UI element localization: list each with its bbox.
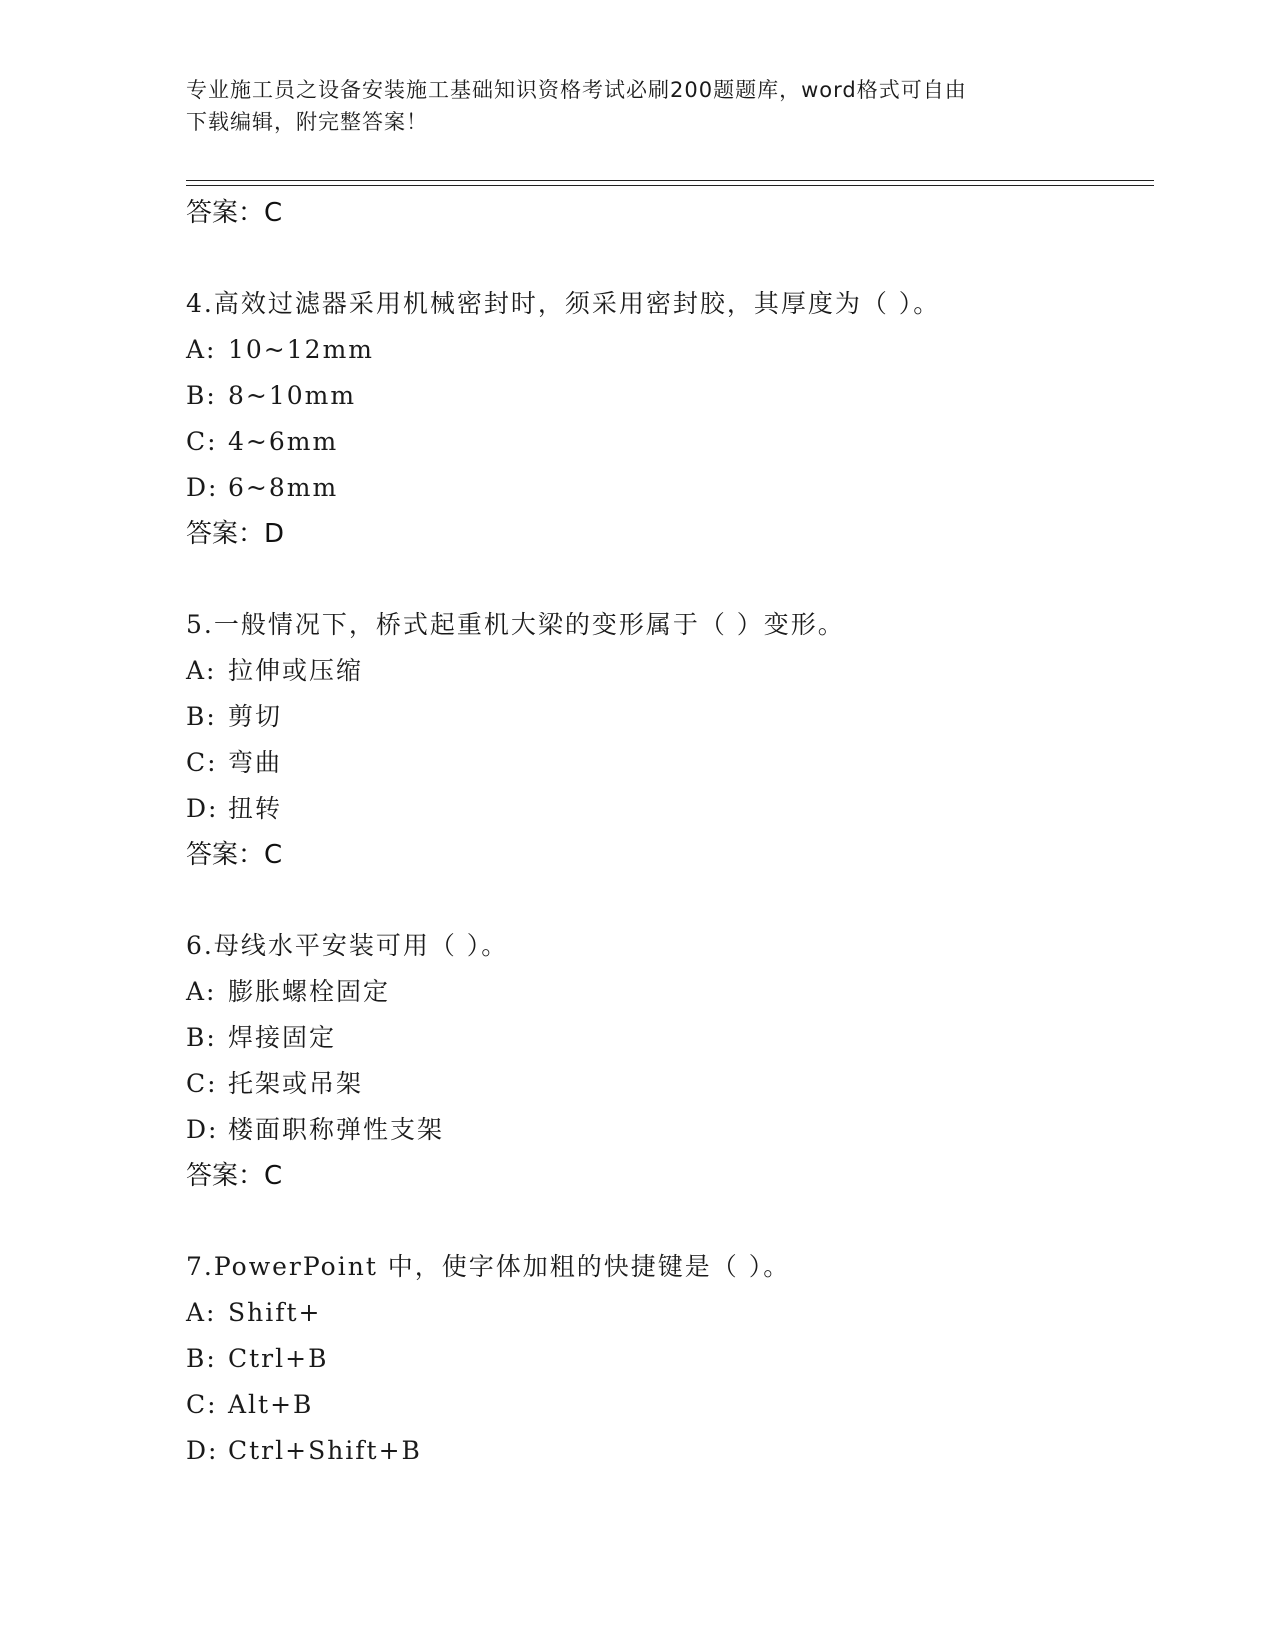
option-b — [186, 1336, 1154, 1382]
question-stem: 5.一般情况下，桥式起重机大梁的变形属于（ ）变形。 — [186, 610, 845, 639]
option-d — [186, 1428, 1154, 1474]
option-b — [186, 694, 1154, 740]
question-stem: 7.PowerPoint 中，使字体加粗的快捷键是（ ）。 — [186, 1252, 791, 1281]
option-a — [186, 648, 1154, 694]
option-key: B: — [186, 702, 217, 731]
option-d — [186, 786, 1154, 832]
question-list — [186, 190, 1154, 1474]
previous-answer: 答案：C — [186, 198, 283, 228]
option-text: 扭转 — [228, 794, 283, 823]
option-text: Shift+ — [228, 1298, 322, 1327]
question-block — [186, 602, 1154, 878]
header-line-2: 下载编辑，附完整答案！ — [186, 110, 428, 134]
option-key: A: — [186, 977, 217, 1006]
option-a — [186, 327, 1154, 373]
option-text: 10~12mm — [228, 335, 374, 364]
option-text: 拉伸或压缩 — [228, 656, 364, 685]
option-text: 剪切 — [228, 702, 283, 731]
header-rule-top — [186, 180, 1154, 181]
option-b — [186, 373, 1154, 419]
option-key: D: — [186, 1436, 219, 1465]
question-answer: 答案：C — [186, 840, 283, 870]
option-text: Ctrl+B — [228, 1344, 329, 1373]
option-key: C: — [186, 427, 218, 456]
option-text: 托架或吊架 — [228, 1069, 364, 1098]
option-text: Alt+B — [228, 1390, 314, 1419]
option-text: 楼面职称弹性支架 — [228, 1115, 445, 1144]
option-key: C: — [186, 1069, 218, 1098]
option-c — [186, 419, 1154, 465]
option-key: B: — [186, 1344, 217, 1373]
option-key: B: — [186, 381, 217, 410]
option-c — [186, 740, 1154, 786]
option-text: 4~6mm — [228, 427, 339, 456]
option-key: A: — [186, 656, 217, 685]
document-header — [186, 74, 1086, 138]
option-text: Ctrl+Shift+B — [228, 1436, 422, 1465]
question-block — [186, 1244, 1154, 1474]
option-text: 8~10mm — [228, 381, 357, 410]
question-answer: 答案：D — [186, 519, 285, 549]
option-text: 膨胀螺栓固定 — [228, 977, 391, 1006]
option-text: 焊接固定 — [228, 1023, 337, 1052]
option-b — [186, 1015, 1154, 1061]
option-c — [186, 1382, 1154, 1428]
option-a — [186, 969, 1154, 1015]
option-key: B: — [186, 1023, 217, 1052]
option-key: A: — [186, 335, 217, 364]
option-key: C: — [186, 748, 218, 777]
option-key: D: — [186, 794, 219, 823]
question-stem: 6.母线水平安装可用（ ）。 — [186, 931, 509, 960]
option-key: D: — [186, 473, 219, 502]
question-answer: 答案：C — [186, 1161, 283, 1191]
option-key: D: — [186, 1115, 219, 1144]
option-d — [186, 1107, 1154, 1153]
option-text: 6~8mm — [228, 473, 339, 502]
header-rule-bottom — [186, 185, 1154, 186]
option-c — [186, 1061, 1154, 1107]
question-block — [186, 923, 1154, 1199]
question-stem: 4.高效过滤器采用机械密封时，须采用密封胶，其厚度为（ ）。 — [186, 289, 941, 318]
option-a — [186, 1290, 1154, 1336]
question-block — [186, 281, 1154, 557]
option-text: 弯曲 — [228, 748, 283, 777]
option-key: A: — [186, 1298, 217, 1327]
header-line-1: 专业施工员之设备安装施工基础知识资格考试必刷200题题库，word格式可自由 — [186, 78, 967, 102]
option-key: C: — [186, 1390, 218, 1419]
option-d — [186, 465, 1154, 511]
